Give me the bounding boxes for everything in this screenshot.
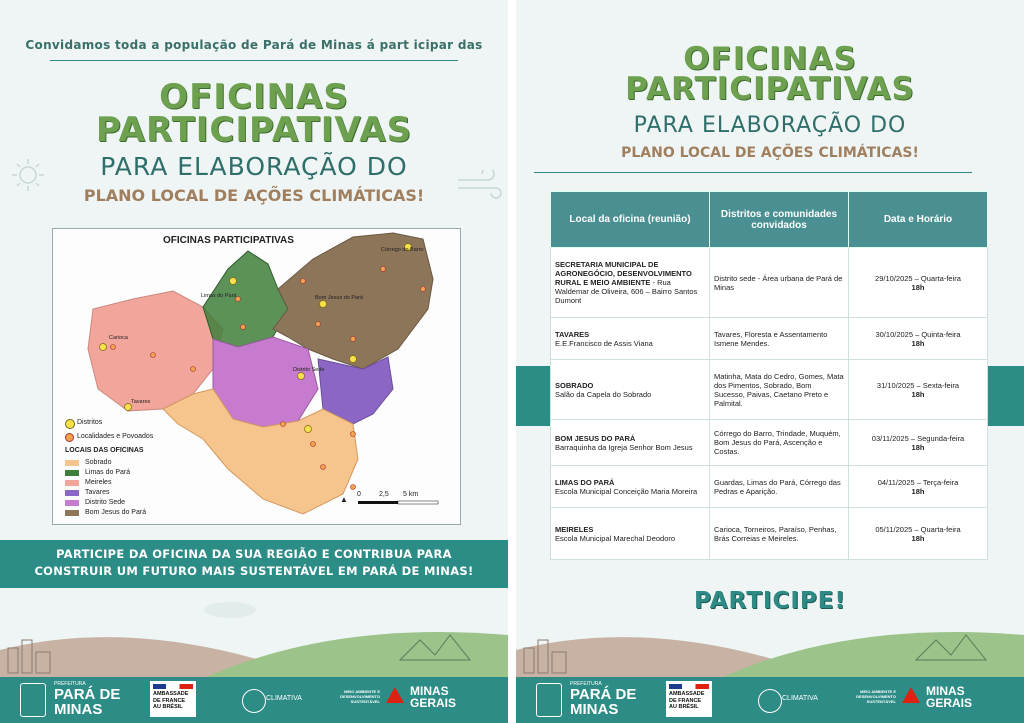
- footer-bar: [0, 677, 508, 723]
- legend-distritos: Distritos: [77, 419, 103, 426]
- plan-title: PLANO LOCAL DE AÇÕES CLIMÁTICAS!: [83, 186, 425, 205]
- cell-communities: Matinha, Mata do Cedro, Gomes, Mata dos Pimentos, Sobrado, Bom Sucesso, Paivas, Caetano Preto e Palmital.: [710, 360, 849, 420]
- location-name: SOBRADO: [555, 380, 594, 390]
- cell-location: [551, 318, 710, 360]
- legend-item: Meireles: [85, 479, 112, 486]
- prefeitura-label: PREFEITURA: [570, 681, 602, 687]
- legend-item: Distrito Sede: [85, 499, 126, 506]
- date-text: 03/11/2025 – Segunda-feira: [871, 433, 965, 443]
- ambassade-logo: AMBASSADE DE FRANCE AU BRÉSIL: [150, 681, 196, 717]
- cell-location: [551, 360, 710, 420]
- table-row: [551, 360, 988, 420]
- cell-date: [849, 318, 988, 360]
- subtitle: PARA ELABORAÇÃO DO: [633, 113, 907, 138]
- location-name: TAVARES: [555, 329, 590, 339]
- prefeitura-logo: PARÁ DE MINAS: [570, 686, 637, 718]
- legend-item: Sobrado: [85, 459, 112, 466]
- map-label: Tavares: [131, 399, 151, 405]
- prefeitura-logo: PARÁ DE MINAS: [54, 686, 121, 718]
- cell-date: [849, 466, 988, 508]
- location-address: Barraquinha da Igreja Senhor Bom Jesus: [555, 442, 693, 452]
- cell-date: [849, 420, 988, 466]
- table-row: [551, 318, 988, 360]
- footer-bar: [516, 677, 1024, 723]
- cell-location: [551, 248, 710, 318]
- legend-heading: LOCAIS DAS OFICINAS: [65, 447, 144, 454]
- header-data: Data e Horário: [849, 192, 988, 248]
- location-address: Salão da Capela do Sobrado: [555, 389, 652, 399]
- date-text: 30/10/2025 – Quinta-feira: [875, 329, 961, 339]
- cell-location: [551, 466, 710, 508]
- legend-swatch: [65, 500, 79, 506]
- cell-communities: Córrego do Barro, Trindade, Muquém, Bom Jesus do Pará, Ascenção e Costas.: [710, 420, 849, 466]
- climativa-logo: CLIMATIVA: [782, 695, 818, 702]
- cta-line1: PARTICIPE DA OFICINA DA SUA REGIÃO E CONTRIBUA PARA: [56, 547, 452, 561]
- legend-item: Limas do Pará: [85, 469, 131, 476]
- cell-communities: Tavares, Floresta e Assentamento Ismene Mendes.: [710, 318, 849, 360]
- legend-swatch: [65, 480, 79, 486]
- header-local: Local da oficina (reunião): [551, 192, 710, 248]
- cell-communities: Distrito sede - Área urbana de Pará de Minas: [710, 248, 849, 318]
- region-limas: [203, 251, 288, 347]
- location-name: MEIRELES: [555, 524, 594, 534]
- title-line2: PARTICIPATIVAS: [95, 110, 413, 150]
- title-line1: OFICINAS: [159, 77, 349, 117]
- date-text: 31/10/2025 – Sexta-feira: [876, 380, 960, 390]
- sun-icon: [8, 155, 48, 195]
- plan-title: PLANO LOCAL DE AÇÕES CLIMÁTICAS!: [621, 145, 919, 161]
- cta-line2: CONSTRUIR UM FUTURO MAIS SUSTENTÁVEL EM PARÁ DE MINAS!: [34, 564, 474, 578]
- table-row: [551, 508, 988, 560]
- map-label: Carioca: [109, 335, 128, 341]
- scale-bar: [340, 495, 438, 504]
- minas-triangle-icon: [902, 687, 920, 703]
- cell-communities: Guardas, Limas do Pará, Córrego das Pedras e Aparição.: [710, 466, 849, 508]
- cell-date: [849, 248, 988, 318]
- location-address: - Rua Waldemar de Oliveira, 606 – Bairro Santos Dumont: [555, 278, 698, 305]
- participe-heading: PARTICIPE!: [694, 588, 846, 614]
- location-address: Escola Municipal Conceição Maria Moreira: [555, 486, 698, 496]
- time-text: 18h: [911, 338, 925, 348]
- map-regions: [53, 229, 460, 524]
- date-text: 05/11/2025 – Quarta-feira: [875, 524, 961, 534]
- svg-text:▲: ▲: [340, 495, 348, 504]
- prefeitura-label: PREFEITURA: [54, 681, 86, 687]
- legend-item: Bom Jesus do Pará: [85, 509, 147, 516]
- divider: [534, 172, 972, 173]
- minas-triangle-icon: [386, 687, 404, 703]
- call-to-action-banner: [0, 540, 508, 588]
- title-line2: PARTICIPATIVAS: [625, 71, 915, 107]
- header-distritos: Distritos e comunidades convidados: [710, 192, 849, 248]
- date-text: 29/10/2025 – Quarta-feira: [875, 273, 961, 283]
- cell-location: [551, 420, 710, 466]
- table-row: [551, 420, 988, 466]
- cell-communities: Carioca, Torneiros, Paraíso, Penhas, Brás Correias e Meireles.: [710, 508, 849, 560]
- location-address: E.E.Francisco de Assis Viana: [555, 338, 653, 348]
- map-label: Córrego do Barro: [381, 247, 424, 253]
- time-text: 18h: [911, 389, 925, 399]
- municipality-map: OFICINAS PARTICIPATIVAS Córrego do Barro Bom Jesus do Pará Carioca Limas do Pará Tavares Distrito Sede ▲ 0 2,5 5 km Distritos Localidades e Povoados LOCAIS DAS OFICINAS Sobrado Limas do Pará Meireles Tavares Distrito Sede Bom Jesus do Pará: [52, 228, 461, 525]
- cell-location: [551, 508, 710, 560]
- landscape-illustration: [0, 600, 508, 680]
- climativa-icon: [242, 689, 266, 713]
- legend-item: Tavares: [85, 489, 110, 496]
- subtitle: PARA ELABORAÇÃO DO: [100, 152, 408, 181]
- cell-date: [849, 360, 988, 420]
- time-text: 18h: [911, 533, 925, 543]
- location-name: SECRETARIA MUNICIPAL DE AGRONEGÓCIO, DESENVOLVIMENTO RURAL E MEIO AMBIENTE: [555, 260, 692, 287]
- title-line1: OFICINAS: [683, 41, 857, 77]
- location-name: LIMAS DO PARÁ: [555, 477, 615, 487]
- climativa-logo: CLIMATIVA: [266, 695, 302, 702]
- legend-localidades: Localidades e Povoados: [77, 433, 154, 440]
- wind-icon: [456, 170, 506, 200]
- legend-swatch: [65, 460, 79, 466]
- legend-swatch: [65, 490, 79, 496]
- cell-date: [849, 508, 988, 560]
- time-text: 18h: [911, 486, 925, 496]
- time-text: 18h: [911, 282, 925, 292]
- invitation-text: Convidamos toda a população de Pará de Minas á part icipar das: [25, 38, 483, 52]
- minas-gerais-logo: MINAS GERAIS: [926, 684, 973, 710]
- city-crest-icon: [20, 683, 46, 717]
- climativa-icon: [758, 689, 782, 713]
- divider: [50, 60, 458, 61]
- meio-ambiente-label: MEIO AMBIENTE E DESENVOLVIMENTO SUSTENTÁVEL: [856, 689, 896, 704]
- map-label: Bom Jesus do Pará: [315, 295, 363, 301]
- ambassade-logo: AMBASSADE DE FRANCE AU BRÉSIL: [666, 681, 712, 717]
- table-row: [551, 466, 988, 508]
- location-address: Escola Municipal Marechal Deodoro: [555, 533, 676, 543]
- legend-swatch: [65, 470, 79, 476]
- left-poster: [0, 0, 508, 723]
- map-label: Distrito Sede: [293, 367, 325, 373]
- time-text: 18h: [911, 442, 925, 452]
- table-row: [551, 248, 988, 318]
- date-text: 04/11/2025 – Terça-feira: [877, 477, 959, 487]
- minas-gerais-logo: MINAS GERAIS: [410, 684, 457, 710]
- map-title: OFICINAS PARTICIPATIVAS: [163, 235, 294, 246]
- legend-swatch: [65, 510, 79, 516]
- location-name: BOM JESUS DO PARÁ: [555, 433, 636, 443]
- schedule-table: [550, 191, 988, 560]
- map-label: Limas do Pará: [201, 293, 237, 299]
- meio-ambiente-label: MEIO AMBIENTE E DESENVOLVIMENTO SUSTENTÁVEL: [340, 689, 380, 704]
- city-crest-icon: [536, 683, 562, 717]
